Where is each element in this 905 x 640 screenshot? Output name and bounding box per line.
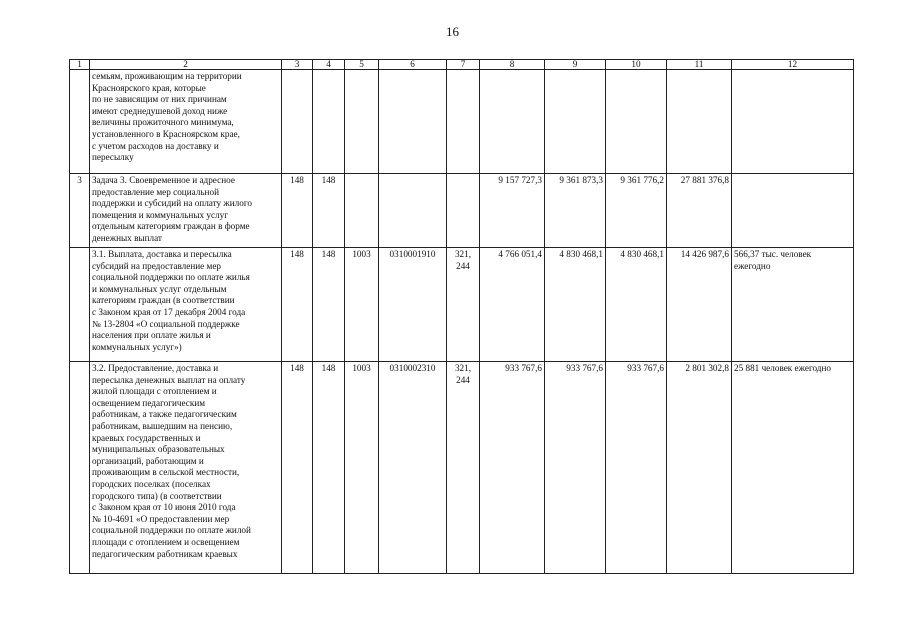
cell-col6 <box>379 174 447 248</box>
cell-col3: 148 <box>282 174 313 248</box>
cell-col3: 148 <box>282 362 313 574</box>
column-header: 8 <box>480 60 545 70</box>
column-header: 7 <box>447 60 480 70</box>
cell-col5 <box>345 174 379 248</box>
cell-col7 <box>447 174 480 248</box>
column-header: 6 <box>379 60 447 70</box>
row-description: Задача 3. Своевременное и адресное предоставление мер социальной поддержки и субсидий на оплату жилого помещения и коммунальных услуг отдельным категориям граждан в форме денежных выплат <box>90 174 282 248</box>
cell-col12 <box>732 174 854 248</box>
cell-col5: 1003 <box>345 248 379 362</box>
cell-col8: 9 157 727,3 <box>480 174 545 248</box>
cell-col5 <box>345 70 379 174</box>
cell-col5: 1003 <box>345 362 379 574</box>
row-number: 3 <box>70 174 90 248</box>
cell-col12 <box>732 70 854 174</box>
table-row <box>70 70 854 174</box>
cell-col12: 566,37 тыс. человек ежегодно <box>732 248 854 362</box>
cell-col9: 4 830 468,1 <box>545 248 606 362</box>
cell-col6: 0310001910 <box>379 248 447 362</box>
column-header: 2 <box>90 60 282 70</box>
cell-col12: 25 881 человек ежегодно <box>732 362 854 574</box>
column-header: 1 <box>70 60 90 70</box>
program-table <box>69 59 854 574</box>
table-row <box>70 174 854 248</box>
cell-col9: 933 767,6 <box>545 362 606 574</box>
cell-col4: 148 <box>313 174 345 248</box>
column-header: 11 <box>667 60 732 70</box>
table-row <box>70 362 854 574</box>
cell-col4: 148 <box>313 248 345 362</box>
row-description: 3.1. Выплата, доставка и пересылка субсидий на предоставление мер социальной поддержки по оплате жилья и коммунальных услуг отдельным категориям граждан (в соответствии с Законом края от 17 декабря 2004 года № 13-2804 «О социальной поддержке населения при оплате жилья и коммунальных услуг») <box>90 248 282 362</box>
cell-col9 <box>545 70 606 174</box>
row-description: 3.2. Предоставление, доставка и пересылка денежных выплат на оплату жилой площади с отоплением и освещением педагогическим работникам, а также педагогическим работникам, вышедшим на пенсию, краевых государственных и муниципальных образовательных организаций, работающим и проживающим в сельской местности, городских поселках (поселках городского типа) (в соответствии с Законом края от 10 июня 2010 года № 10-4691 «О предоставлении мер социальной поддержки по оплате жилой площади с отоплением и освещением педагогическим работникам краевых <box>90 362 282 574</box>
column-header: 5 <box>345 60 379 70</box>
column-number-row <box>70 60 854 70</box>
cell-col10: 9 361 776,2 <box>606 174 667 248</box>
row-number <box>70 362 90 574</box>
column-header: 9 <box>545 60 606 70</box>
cell-col3 <box>282 70 313 174</box>
cell-col7 <box>447 70 480 174</box>
column-header: 10 <box>606 60 667 70</box>
row-description: семьям, проживающим на территории Красноярского края, которые по не зависящим от них причинам имеют среднедушевой доход ниже величины прожиточного минимума, установленного в Красноярском крае, с учетом расходов на доставку и пересылку <box>90 70 282 174</box>
table-row <box>70 248 854 362</box>
cell-col8 <box>480 70 545 174</box>
cell-col11 <box>667 70 732 174</box>
row-number <box>70 70 90 174</box>
cell-col11: 14 426 987,6 <box>667 248 732 362</box>
cell-col10: 4 830 468,1 <box>606 248 667 362</box>
cell-col10: 933 767,6 <box>606 362 667 574</box>
page-number: 16 <box>446 24 459 39</box>
cell-col11: 27 881 376,8 <box>667 174 732 248</box>
cell-col9: 9 361 873,3 <box>545 174 606 248</box>
cell-col6 <box>379 70 447 174</box>
column-header: 3 <box>282 60 313 70</box>
cell-col6: 0310002310 <box>379 362 447 574</box>
cell-col7: 321, 244 <box>447 248 480 362</box>
cell-col7: 321, 244 <box>447 362 480 574</box>
cell-col4 <box>313 70 345 174</box>
cell-col10 <box>606 70 667 174</box>
row-number <box>70 248 90 362</box>
cell-col3: 148 <box>282 248 313 362</box>
cell-col8: 4 766 051,4 <box>480 248 545 362</box>
cell-col4: 148 <box>313 362 345 574</box>
column-header: 12 <box>732 60 854 70</box>
column-header: 4 <box>313 60 345 70</box>
cell-col8: 933 767,6 <box>480 362 545 574</box>
cell-col11: 2 801 302,8 <box>667 362 732 574</box>
